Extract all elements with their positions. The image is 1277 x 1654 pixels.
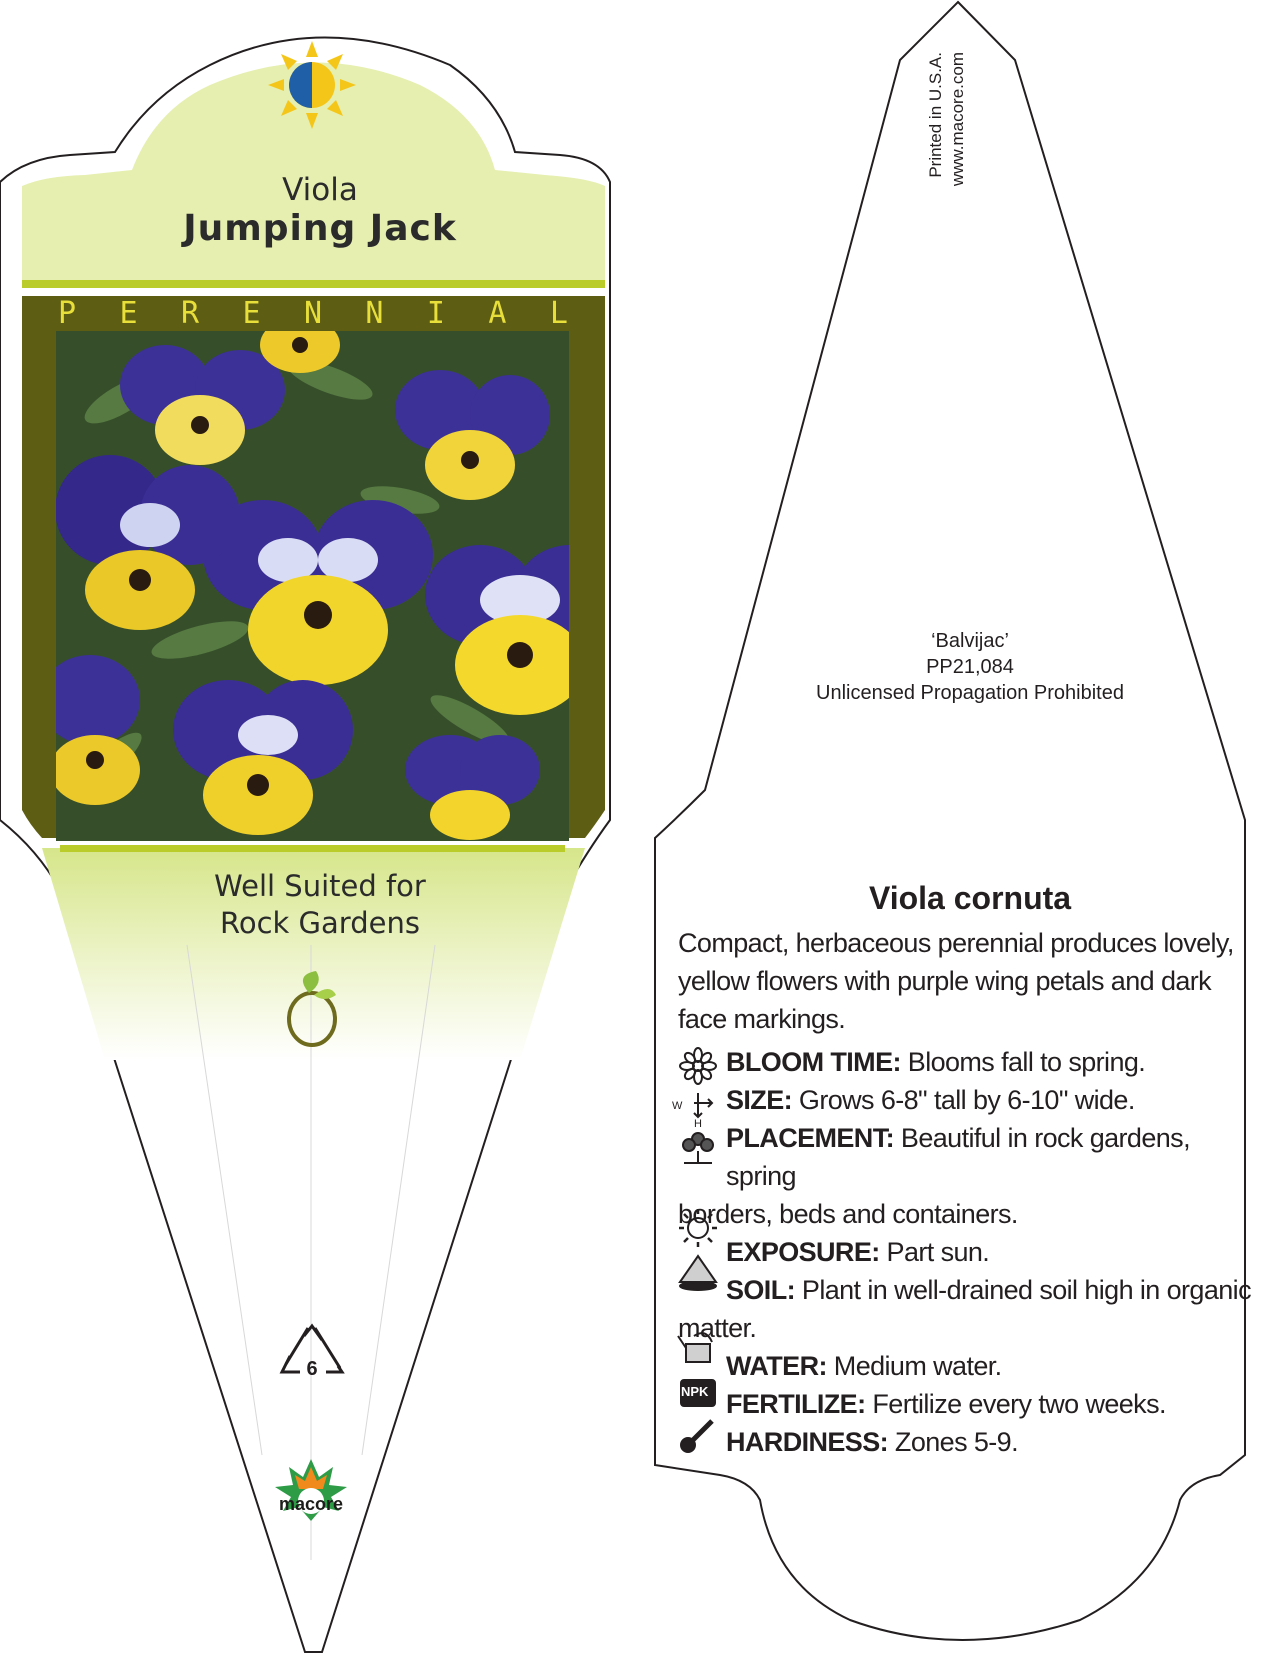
- plant-genus: Viola: [282, 172, 358, 208]
- category-letter: I: [426, 296, 445, 331]
- patent-name: ‘Balvijac’: [931, 630, 1009, 652]
- category-letter: A: [488, 296, 507, 331]
- printed-info: [925, 52, 969, 282]
- sun-part-shade-icon: [268, 41, 356, 129]
- care-text: Beautiful in rock gardens, spring: [726, 1123, 1190, 1191]
- care-label: EXPOSURE:: [726, 1237, 880, 1267]
- recycle-number: 6: [306, 1358, 318, 1380]
- size-icon-h: H: [694, 1118, 702, 1130]
- patent-info: [760, 628, 1180, 706]
- care-row-placement: [678, 1119, 1253, 1233]
- care-text: Plant in well-drained soil high in organic: [801, 1275, 1251, 1305]
- care-label: SIZE:: [726, 1085, 793, 1115]
- category-letter: N: [365, 296, 384, 331]
- care-text: Blooms fall to spring.: [907, 1047, 1146, 1077]
- care-label: WATER:: [726, 1351, 827, 1381]
- care-instructions: [678, 1043, 1253, 1461]
- care-text: Medium water.: [833, 1351, 1002, 1381]
- care-text: Part sun.: [886, 1237, 990, 1267]
- category-letter: E: [119, 296, 138, 331]
- care-label: SOIL:: [726, 1275, 795, 1305]
- website: www.macore.com: [948, 52, 967, 187]
- care-row-fertilize: [678, 1385, 1253, 1423]
- category-letter: E: [242, 296, 261, 331]
- plant-feature: [120, 868, 520, 942]
- printed-in: Printed in U.S.A.: [926, 52, 945, 178]
- patent-number: PP21,084: [926, 656, 1014, 678]
- brand-name: macore: [278, 1494, 344, 1514]
- care-text: Grows 6-8" tall by 6-10" wide.: [798, 1085, 1135, 1115]
- plant-cultivar: Jumping Jack: [183, 208, 457, 249]
- care-label: FERTILIZE:: [726, 1389, 866, 1419]
- npk-label: NPK: [681, 1384, 709, 1399]
- flower-photo: [40, 317, 625, 841]
- plant-description: Compact, herbaceous perennial produces lovely, yellow flowers with purple wing petals and dark face markings.: [678, 928, 1234, 1034]
- botanical-name: Viola cornuta: [868, 880, 1072, 916]
- patent-notice: Unlicensed Propagation Prohibited: [816, 682, 1124, 704]
- care-row-size: [678, 1081, 1253, 1119]
- feature-line-2: Rock Gardens: [220, 906, 420, 940]
- plant-category: [58, 296, 568, 330]
- care-label: PLACEMENT:: [726, 1123, 894, 1153]
- care-row-hardiness: [678, 1423, 1253, 1461]
- care-text: Zones 5-9.: [894, 1427, 1018, 1457]
- care-row-exposure: [678, 1233, 1253, 1271]
- size-icon-w: W: [672, 1100, 683, 1112]
- care-row-soil: [678, 1271, 1253, 1347]
- category-letter: R: [180, 296, 200, 331]
- care-text: Fertilize every two weeks.: [872, 1389, 1166, 1419]
- care-continuation: borders, beds and containers.: [678, 1199, 1018, 1229]
- care-row-water: [678, 1347, 1253, 1385]
- care-label: BLOOM TIME:: [726, 1047, 901, 1077]
- category-letter: N: [303, 296, 322, 331]
- care-row-bloom-time: [678, 1043, 1253, 1081]
- feature-line-1: Well Suited for: [214, 869, 426, 903]
- feature-divider: [60, 845, 565, 852]
- category-letter: P: [58, 296, 77, 331]
- care-label: HARDINESS:: [726, 1427, 889, 1457]
- category-letter: L: [549, 296, 568, 331]
- header-divider: [22, 280, 605, 288]
- care-continuation: matter.: [678, 1313, 757, 1343]
